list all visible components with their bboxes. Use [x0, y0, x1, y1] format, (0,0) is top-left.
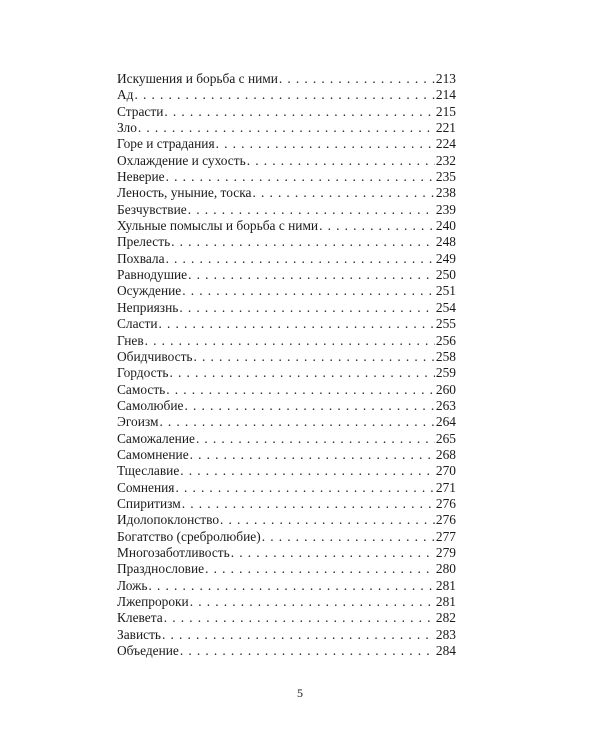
toc-entry-page: 282	[435, 610, 456, 626]
toc-entry-page: 232	[435, 152, 456, 168]
toc-entry-title: Саможаление	[117, 430, 195, 446]
toc-entry	[117, 120, 456, 136]
toc-entry-page: 284	[435, 643, 456, 659]
toc-entry-title: Горе и страдания	[117, 136, 215, 152]
toc-entry-title: Леность, уныние, тоска	[117, 185, 252, 201]
dot-leader	[319, 218, 435, 234]
toc-entry	[117, 643, 456, 659]
toc-entry-page: 280	[435, 561, 456, 577]
toc-entry-title: Обидчивость	[117, 348, 193, 364]
toc-entry	[117, 414, 456, 430]
toc-entry-page: 248	[435, 234, 456, 250]
toc-entry	[117, 218, 456, 234]
dot-leader	[159, 414, 434, 430]
toc-entry-page: 265	[435, 430, 456, 446]
toc-entry-page: 224	[435, 136, 456, 152]
dot-leader	[175, 480, 434, 496]
dot-leader	[196, 431, 435, 447]
table-of-contents	[117, 71, 456, 659]
toc-entry-title: Сомнения	[117, 479, 175, 495]
dot-leader	[252, 185, 434, 201]
dot-leader	[190, 447, 435, 463]
toc-entry	[117, 136, 456, 152]
dot-leader	[216, 136, 435, 152]
page-number: 5	[297, 686, 303, 700]
toc-entry-title: Неприязнь	[117, 299, 179, 315]
dot-leader	[180, 463, 435, 479]
dot-leader	[148, 578, 434, 594]
toc-entry	[117, 169, 456, 185]
toc-entry	[117, 283, 456, 299]
toc-entry	[117, 431, 456, 447]
toc-entry	[117, 398, 456, 414]
dot-leader	[231, 545, 435, 561]
toc-entry-title: Самомнение	[117, 446, 189, 462]
toc-entry	[117, 234, 456, 250]
dot-leader	[190, 594, 435, 610]
toc-entry	[117, 512, 456, 528]
dot-leader	[179, 300, 435, 316]
dot-leader	[138, 120, 435, 136]
toc-entry-page: 214	[435, 87, 456, 103]
toc-entry	[117, 316, 456, 332]
dot-leader	[279, 71, 435, 87]
toc-entry	[117, 545, 456, 561]
toc-entry-title: Лжепророки	[117, 594, 189, 609]
toc-entry	[117, 333, 456, 349]
dot-leader	[164, 104, 435, 120]
dot-leader	[159, 316, 435, 332]
toc-entry-page: 239	[435, 201, 456, 217]
toc-entry-title: Многозаботливость	[117, 544, 230, 560]
toc-entry-title: Гордость	[117, 365, 169, 381]
toc-entry-title: Прелесть	[117, 234, 171, 250]
toc-entry-title: Зависть	[117, 626, 162, 642]
toc-entry-title: Празднословие	[117, 561, 205, 577]
toc-entry	[117, 561, 456, 577]
dot-leader	[145, 333, 435, 349]
dot-leader	[164, 610, 435, 626]
dot-leader	[180, 643, 435, 659]
dot-leader	[188, 202, 435, 218]
toc-entry-title: Осуждение	[117, 283, 182, 299]
toc-entry	[117, 153, 456, 169]
dot-leader	[262, 529, 435, 545]
toc-entry-title: Ад	[117, 87, 134, 103]
toc-entry-page: 235	[435, 169, 456, 185]
toc-entry-page: 271	[435, 479, 456, 495]
toc-entry	[117, 104, 456, 120]
toc-entry-page: 250	[435, 267, 456, 283]
toc-entry-title: Эгоизм	[117, 414, 159, 430]
toc-entry-title: Страсти	[117, 103, 164, 119]
toc-entry-page: 264	[435, 414, 456, 430]
toc-entry-page: 256	[435, 332, 456, 348]
toc-entry-title: Похвала	[117, 250, 165, 266]
toc-entry	[117, 382, 456, 398]
toc-entry-page: 270	[435, 463, 456, 479]
toc-entry	[117, 610, 456, 626]
toc-entry-title: Объедение	[117, 643, 179, 659]
toc-entry	[117, 463, 456, 479]
toc-entry-page: 259	[435, 365, 456, 381]
toc-entry-title: Самость	[117, 381, 166, 397]
toc-entry-page: 251	[435, 283, 456, 299]
toc-entry-title: Тщеславие	[117, 463, 180, 479]
toc-entry	[117, 578, 456, 594]
toc-entry	[117, 594, 456, 610]
toc-entry-page: 276	[435, 495, 456, 511]
toc-entry	[117, 71, 456, 87]
toc-entry-page: 260	[435, 381, 456, 397]
toc-entry	[117, 447, 456, 463]
toc-entry-page: 221	[435, 120, 456, 136]
toc-entry	[117, 267, 456, 283]
toc-entry-title: Богатство (сребролюбие)	[117, 528, 261, 544]
toc-entry-title: Неверие	[117, 169, 165, 185]
toc-entry	[117, 496, 456, 512]
dot-leader	[247, 153, 435, 169]
dot-leader	[182, 283, 435, 299]
toc-entry	[117, 202, 456, 218]
dot-leader	[205, 561, 435, 577]
toc-entry-title: Хульные помыслы и борьба с ними	[117, 218, 319, 234]
toc-entry	[117, 87, 456, 103]
toc-entry-page: 268	[435, 446, 456, 462]
dot-leader	[188, 267, 435, 283]
toc-entry-title: Идолопоклонство	[117, 512, 220, 528]
toc-entry-page: 276	[435, 512, 456, 528]
toc-entry-page: 254	[435, 299, 456, 315]
toc-entry-page: 215	[435, 103, 456, 119]
toc-entry	[117, 185, 456, 201]
toc-entry-title: Охлаждение и сухость	[117, 152, 246, 168]
dot-leader	[182, 496, 435, 512]
toc-entry-title: Равнодушие	[117, 267, 188, 283]
toc-entry-title: Самолюбие	[117, 397, 184, 413]
dot-leader	[134, 87, 434, 103]
toc-entry-title: Ложь	[117, 577, 148, 593]
toc-entry	[117, 480, 456, 496]
toc-entry-title: Сласти	[117, 316, 158, 332]
toc-entry	[117, 529, 456, 545]
toc-entry	[117, 627, 456, 643]
dot-leader	[184, 398, 434, 414]
toc-entry-title: Безчувствие	[117, 201, 187, 217]
toc-entry-page: 213	[435, 71, 456, 86]
toc-entry	[117, 300, 456, 316]
toc-entry-title: Гнев	[117, 332, 144, 348]
toc-entry	[117, 365, 456, 381]
toc-entry-page: 283	[435, 626, 456, 642]
toc-entry	[117, 251, 456, 267]
dot-leader	[220, 512, 435, 528]
toc-entry-title: Клевета	[117, 610, 163, 626]
toc-entry-page: 258	[435, 348, 456, 364]
toc-entry-page: 249	[435, 250, 456, 266]
dot-leader	[166, 169, 435, 185]
toc-entry	[117, 349, 456, 365]
dot-leader	[170, 365, 435, 381]
toc-entry-title: Зло	[117, 120, 137, 136]
dot-leader	[194, 349, 435, 365]
toc-entry-page: 240	[435, 218, 456, 234]
toc-entry-page: 238	[435, 185, 456, 201]
dot-leader	[171, 234, 435, 250]
toc-entry-page: 277	[435, 528, 456, 544]
toc-entry-page: 281	[435, 594, 456, 609]
dot-leader	[166, 251, 435, 267]
toc-entry-page: 281	[435, 577, 456, 593]
toc-entry-page: 255	[435, 316, 456, 332]
dot-leader	[162, 627, 435, 643]
dot-leader	[166, 382, 435, 398]
toc-entry-title: Искушения и борьба с ними	[117, 71, 278, 86]
toc-entry-page: 263	[435, 397, 456, 413]
toc-entry-title: Спиритизм	[117, 495, 181, 511]
toc-entry-page: 279	[435, 544, 456, 560]
